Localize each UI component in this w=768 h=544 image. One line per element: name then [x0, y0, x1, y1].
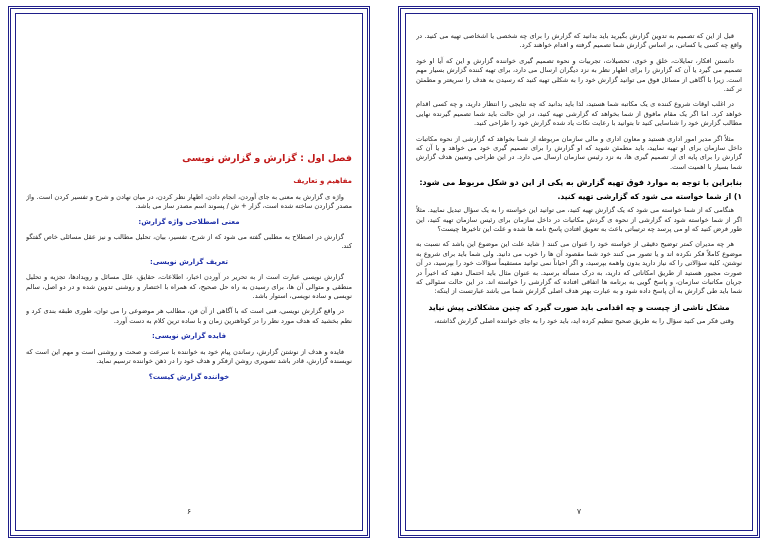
- section-heading: خواننده گزارش کیست؟: [148, 372, 230, 381]
- book-spine: [378, 0, 390, 544]
- paragraph: هنگامی که از شما خواسته می شود که یک گزارش تهیه کنید، می توانید این خواسته را به یک سؤال تبدیل نمایید. مثلاً اگر از شما خواسته شود که گزارشی از نحوه ی گردش مکاتبات در داخل سازمان برای رئیس سازمان تهیه کنید، این طور فرض کنید که او می پرسد چه ترتیباتی باعث به تعویق افتادن پاسخ نامه ها شده و علت این تاخیرها چیست؟: [416, 206, 742, 233]
- paragraph: قبل از این که تصمیم به تدوین گزارش بگیرید باید بدانید که گزارش را برای چه شخصی یا اشخاصی تهیه می کنید. در واقع چه کسی یا کسانی، بر اساس گزارش شما تصمیم گرفته و اقدام خواهند کرد.: [416, 32, 742, 50]
- paragraph: در واقع گزارش نویسی، فنی است که با آگاهی از آن فن، مطالب هر موضوعی را می توان، طوری طبقه بندی کرد و نظم بخشید که هدف مورد نظر را در کوتاهترین زمان و با ساده ترین کلام به دست آورد.: [26, 307, 352, 325]
- paragraph: گزارش در اصطلاح به مطلبی گفته می شود که از شرح، تفسیر، بیان، تحلیل مطالب و نیز عقل مسائلی خاص گفتگو کند.: [26, 233, 352, 251]
- page-number: ۷: [576, 507, 582, 516]
- section-heading: تعریف گزارش نویسی:: [150, 257, 228, 266]
- section-heading: مشکل ناشی از چیست و چه اقدامی باید صورت گیرد که چنین مشکلاتی پیش نیاید: [428, 302, 730, 312]
- section-heading: فایده گزارش نویسی:: [151, 332, 227, 341]
- paragraph: فایده و هدف از نوشتن گزارش، رساندن پیام خود به خواننده با سرعت و صحت و روشنی است و مهم این است که نویسنده گزارش، قادر باشد تصویری روشن ازفکر و هدف خود را در ذهن خواننده ترسیم نماید.: [26, 347, 352, 366]
- paragraph: وقتی فکر می کنید سؤال را به طریق صحیح تنظیم کرده اید، باید خود را به جای خواننده اصلی گزارش گذاشته،: [434, 317, 734, 326]
- paragraph: واژه ی گزارش به معنی به جای آوردن، انجام دادن، اظهار نظر کردن، در میان نهادن و شرح و تفسیر کردن است. واژ مصدر گزاردن ساخته شده است، گزار + ش / پسوند اسم مصدر ساز می باشد.: [26, 192, 352, 211]
- page-number: ۶: [186, 507, 192, 516]
- paragraph: در اغلب اوقات شروع کننده ی یک مکاتبه شما هستید، لذا باید بدانید که چه نتایجی را انتظار دارید، و چه کسی اقدام خواهد کرد. اما اگر یک مقام مافوق از شما بخواهد که گزارشی تهیه کنید، در این حالت باید شما تصمیم گیرنده نهایی مطالب گزارش خود را شناسایی کنید تا بتوانید با رعایت نکات یاد شده گزارش خود را طراحی کنید.: [416, 100, 742, 128]
- chapter-title: فصل اول : گزارش و گزارش نویسی: [182, 153, 352, 164]
- section-heading: ۱) از شما خواسته می شود که گزارشی تهیه کنید.: [557, 191, 742, 201]
- section-heading: معنی اصطلاحی واژه گزارش:: [138, 217, 240, 226]
- section-heading: مفاهیم و تعاریف: [293, 177, 352, 186]
- left-page: [8, 6, 370, 538]
- paragraph: گزارش نویسی عبارت است از به تحریر در آوردن اخبار، اطلاعات، حقایق، علل مسائل و رویدادها، تجزیه و تحلیل منطقی و متوالی آن ها، برای رسیدن به راه حل صحیح، که همراه با اختصار و روشنی تدوین شده و در دو اصل، سالم نویسی و ساده نویسی، استوار باشد.: [26, 273, 352, 301]
- right-page: [398, 6, 760, 538]
- right-page-content: [416, 32, 742, 508]
- left-page-content: [26, 36, 352, 508]
- section-heading: بنابراین با توجه به موارد فوق تهیه گزارش به یکی از این دو شکل مربوط می شود:: [419, 178, 742, 188]
- paragraph: مثلاً اگر مدیر امور اداری هستید و معاون اداری و مالی سازمان مربوطه از شما بخواهد که گزارشی از نحوه مکاتبات داخل سازمان برای او تهیه نمایید، باید مطمئن شوید که او گزارش را برای تصمیم گیری خود می خواهد و یا آن که گزارش را برای پایه ای از تصمیم گیری ها، به نزد رئیس سازمان ارسال می دارد. در این طراحی وتعیین هدف گزارش شما بسیار با اهمیت است.: [416, 134, 742, 171]
- paragraph: هر چه مدیران کمتر توضیح دقیقی از خواسته خود را عنوان می کنند ( شاید علت این موضوع این باشد که نسبت به موضوع کاملاً فکر نکرده اند و یا تصور می کنند خود شما مقصود آن ها را خوب می دانید. ولی شما باید برای شروع به نوشتن، کلیه سؤالاتی را که نیاز دارید بدون واهمه بپرسید، و اگر احیاناً نمی توانید مستقیماً سؤالات خود را بپرسید، در آن صورت مجبور هستید از طریق امکاناتی که دارید، به درک مسأله برسید. به عنوان مثال باید احتمال دهید که اخیراً در جریان مکاتبات سازمان، و پاسخ گویی به برنامه ها اتفاقی افتاده که گزارشی را خواسته اند. در این حالت سئوالی که شما باید طی گزارش به آن پاسخ داده شود و به عبارت بهتر هدف اصلی گزارش شما می باشد عبارتست از اینکه:: [416, 240, 742, 296]
- paragraph: دانستن افکار، تمایلات، خلق و خوی، تحصیلات، تجربیات و نحوه تصمیم گیری خواننده گزارش و این که آیا او خود تصمیم می گیرد یا آن که گزارش را برای اظهار نظر به نزد دیگران ارسال می دارد، برای تهیه کننده گزارش بسیار مهم است. زیرا با آگاهی از مسائل فوق می توانید گزارش خود را به شکلی تهیه کنید که رسیدن به هدف را سریعتر و مطمئن تر کند.: [416, 56, 742, 94]
